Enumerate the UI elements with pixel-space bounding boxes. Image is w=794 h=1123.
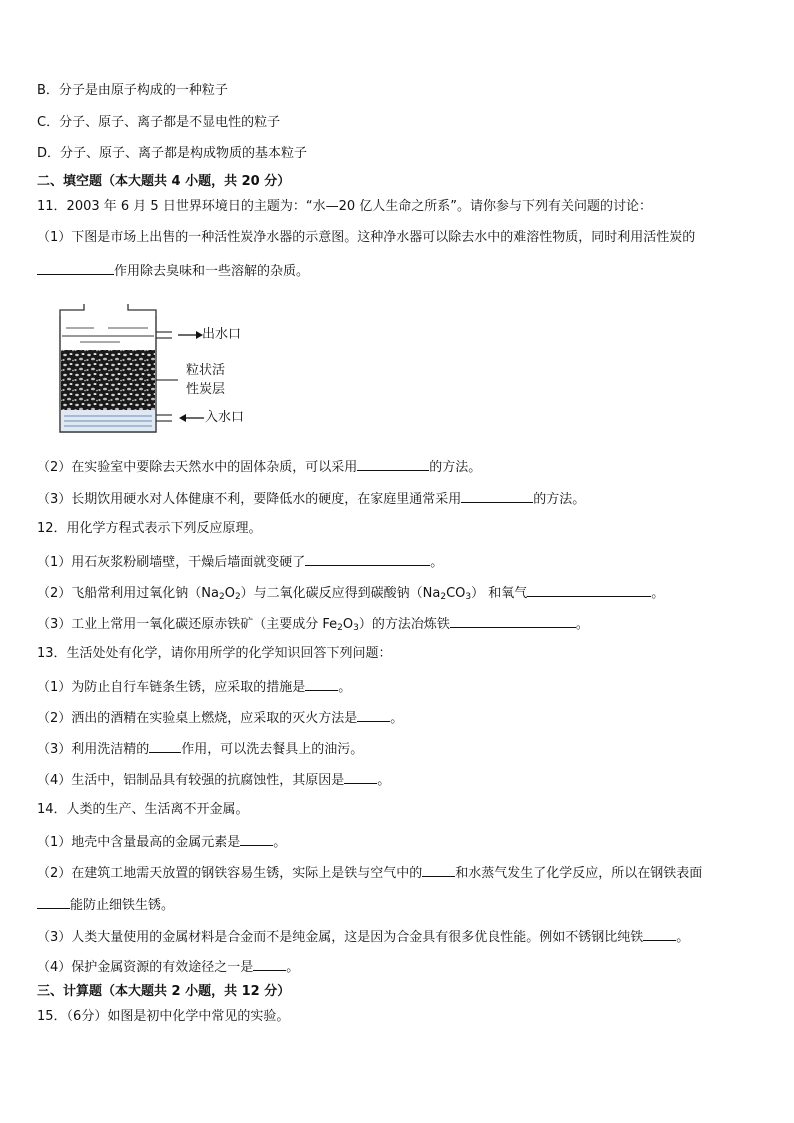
q12-part2: （2）飞船常利用过氧化钠$(Na_2O_2)$与二氧化碳反应得到碳酸钠$(Na_2CO_3)$ 和氧气 。 bbox=[37, 583, 664, 606]
option-b: B．分子是由原子构成的一种粒子 bbox=[37, 83, 228, 98]
q11-stem: 11．2003 年 6 月 5 日世界环境日的主题为：“水—20 亿人生命之所系”。请你参与下列有关问题的讨论： bbox=[37, 199, 652, 214]
q11-part1-line1: （1）下图是市场上出售的一种活性炭净水器的示意图。这种净水器可以除去水中的难溶性物质，同时利用活性炭的 bbox=[37, 230, 696, 245]
q11-part3: （3）长期饮用硬水对人体健康不利，要降低水的硬度，在家庭里通常采用 的方法。 bbox=[37, 489, 585, 509]
q14-part3: （3）人类大量使用的金属材料是合金而不是纯金属，这是因为合金具有很多优良性能。例如不锈钢比纯铁 。 bbox=[37, 927, 689, 947]
q12-part3: （3）工业上常用一氧化碳还原赤铁矿（主要成分 $Fe_2O_3$）的方法冶炼铁 。 bbox=[37, 614, 589, 637]
answer-blank[interactable] bbox=[643, 927, 676, 941]
answer-blank[interactable] bbox=[253, 957, 286, 971]
answer-blank[interactable] bbox=[37, 261, 114, 275]
q13-part2: （2）洒出的酒精在实验桌上燃烧，应采取的灭火方法是 。 bbox=[37, 708, 403, 728]
answer-blank[interactable] bbox=[461, 489, 533, 503]
q11-part1-line2: 作用除去臭味和一些溶解的杂质。 bbox=[37, 261, 309, 281]
answer-blank[interactable] bbox=[149, 739, 181, 753]
q14-part2-line2: 能防止细铁生锈。 bbox=[37, 895, 174, 915]
q14-stem: 14．人类的生产、生活离不开金属。 bbox=[37, 802, 249, 817]
answer-blank[interactable] bbox=[450, 614, 576, 628]
answer-blank[interactable] bbox=[527, 583, 651, 597]
q14-part4: （4）保护金属资源的有效途径之一是 。 bbox=[37, 957, 299, 977]
q13-part3: （3）利用洗洁精的 作用，可以洗去餐具上的油污。 bbox=[37, 739, 363, 759]
q14-part1: （1）地壳中含量最高的金属元素是 。 bbox=[37, 832, 286, 852]
option-d: D．分子、原子、离子都是构成物质的基本粒子 bbox=[37, 146, 308, 161]
answer-blank[interactable] bbox=[305, 677, 338, 691]
answer-blank[interactable] bbox=[344, 770, 377, 784]
inlet-label: 入水口 bbox=[205, 410, 245, 425]
q13-part4: （4）生活中，铝制品具有较强的抗腐蚀性，其原因是 。 bbox=[37, 770, 390, 790]
answer-blank[interactable] bbox=[422, 863, 455, 877]
q12-part1: （1）用石灰浆粉刷墙壁，干燥后墙面就变硬了 。 bbox=[37, 552, 443, 572]
water-purifier-figure bbox=[50, 302, 260, 437]
answer-blank[interactable] bbox=[240, 832, 273, 846]
outlet-label: 出水口 bbox=[202, 327, 242, 342]
section-heading-fill-in: 二、填空题（本大题共 4 小题，共 20 分） bbox=[37, 174, 291, 189]
q15-stem: 15．（6分）如图是初中化学中常见的实验。 bbox=[37, 1009, 290, 1024]
answer-blank[interactable] bbox=[305, 552, 430, 566]
q13-stem: 13．生活处处有化学，请你用所学的化学知识回答下列问题： bbox=[37, 646, 392, 661]
answer-blank[interactable] bbox=[37, 895, 70, 909]
q11-part2: （2）在实验室中要除去天然水中的固体杂质，可以采用 的方法。 bbox=[37, 457, 481, 477]
carbon-layer-label-line1: 粒状活 bbox=[186, 363, 226, 378]
answer-blank[interactable] bbox=[357, 708, 390, 722]
carbon-layer-label-line2: 性炭层 bbox=[186, 382, 226, 397]
q13-part1: （1）为防止自行车链条生锈，应采取的措施是 。 bbox=[37, 677, 351, 697]
q12-stem: 12．用化学方程式表示下列反应原理。 bbox=[37, 521, 262, 536]
section-heading-calculation: 三、计算题（本大题共 2 小题，共 12 分） bbox=[37, 984, 291, 999]
answer-blank[interactable] bbox=[357, 457, 429, 471]
option-c: C．分子、原子、离子都是不显电性的粒子 bbox=[37, 115, 281, 130]
q14-part2-line1: （2）在建筑工地需天放置的钢铁容易生锈，实际上是铁与空气中的 和水蒸气发生了化学反应，所以在钢铁表面 bbox=[37, 863, 702, 883]
